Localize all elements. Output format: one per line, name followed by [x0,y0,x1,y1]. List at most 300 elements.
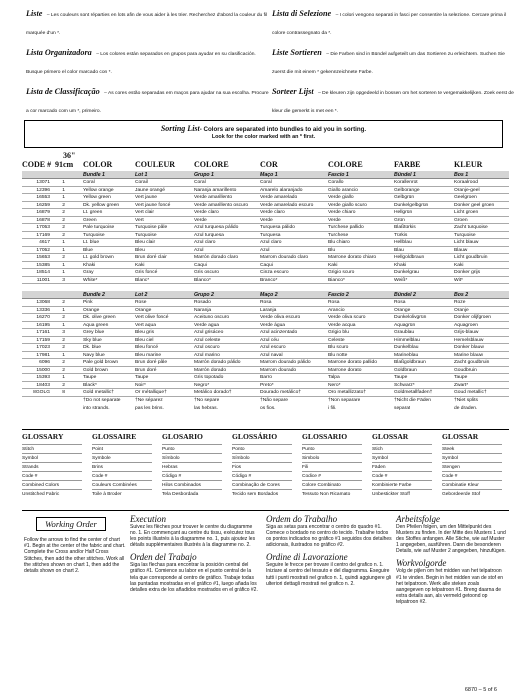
sorting-list-box [24,120,503,148]
table-cell: 17023 [36,345,50,350]
glossary-item: Tecido sem Bordados [232,489,292,498]
table-row [22,344,509,352]
table-cell: Marrón dorado pálido [194,360,241,365]
table-cell: Hemelsblauw [454,337,484,343]
table-row [22,239,509,247]
table-cell: Grigio scuro [328,270,355,275]
note-cell: pas les brins. [135,405,164,411]
table-cell: 2 [62,217,65,223]
table-cell: 2 [62,382,65,388]
table-cell: Nero* [328,382,341,388]
glossary-item: Code # [372,471,432,480]
table-cell: 17161 [36,330,50,335]
glossary-item: Simbolo [302,453,362,462]
bundle-1-header [22,171,509,179]
header-text: – As cores estão separadas em maços para ajudar na sua escolha. Procure a cor marcado com um *, primeiro. [26,91,269,114]
table-cell: Blu chiaro [328,240,350,245]
table-cell: Rosa [260,300,272,305]
table-cell: Roze [454,300,466,305]
table-cell: Azul [194,247,204,253]
glossary-item: Codice # [302,471,362,480]
table-cell: Turquoise [454,232,476,238]
glossary-item: Código # [162,471,222,480]
glossary-column [372,430,432,498]
glossary-column [442,430,502,498]
glossary-item: Punto [302,444,362,453]
table-cell: Lt. gold brown [83,255,114,260]
table-cell: 16879 [36,210,50,215]
table-cell: Pink [83,300,93,305]
table-cell: Gold brown [83,367,109,373]
table-cell: 1 [62,375,65,380]
table-cell: Turquoise pâle [135,225,168,230]
table-cell: Hellgoldbraun [394,255,425,260]
table-cell: Noir* [135,382,146,388]
instruction-title: Arbeitsfolge [396,514,440,524]
table-cell: Blu notte [328,352,348,358]
table-cell: Oranje-geel [454,187,480,193]
glossary-item: Couleurs Combinées [92,480,152,489]
col-cor: COR [260,160,278,169]
table-cell: 2 [62,300,65,305]
table-cell: Dourado metálico† [260,390,302,395]
table-cell: Bianco* [328,277,345,283]
glossary-item: Code # [92,471,152,480]
table-cell: Rose [135,300,147,305]
table-cell: Dunkelgrau [394,270,420,275]
table-cell: Brun doré clair [135,255,167,260]
table-cell: Azul claro [194,240,216,245]
table-cell: Bleu gris [135,330,155,335]
table-row [22,187,509,195]
table-cell: 13068 [36,300,50,305]
table-cell: Blaßtürkis [394,225,416,230]
sorting-line2: Look for the color marked with an * first. [211,134,316,140]
table-cell: 15393 [36,375,50,380]
table-cell: Vert [135,217,144,223]
table-cell: Cinza escuro [260,270,289,275]
glossary-item: Ponto [232,444,292,453]
glossary-column [162,430,222,498]
table-cell: Azul oscuro [194,345,220,350]
table-row [22,247,509,255]
bundle-label: Lot 2 [135,292,148,298]
table-cell: Brun doré [135,367,157,373]
table-note-row [22,405,509,413]
table-cell: 1 [62,322,65,328]
col-color: COLOR [83,160,113,169]
table-cell: Marrón dorado [194,367,227,373]
table-cell: 15385 [36,262,50,268]
glossary-item: Unstitched Fabric [22,489,82,498]
table-note-row [22,397,509,405]
table-cell: Naranja amarillento [194,187,237,193]
header-entry [26,42,272,78]
table-row [22,389,509,397]
glossary-item: Símbolo [232,453,292,462]
table-cell: 3 [62,277,65,283]
table-cell: Amarelo alaranjado [260,187,303,193]
instruction-title: Ordine di Lavorazione [266,552,348,563]
header-text: – I colori vengono separati in fasci per consentire la selezione. Cercare prima il colore contrassegnato da *. [272,13,507,36]
table-cell: 2 [62,202,65,208]
glossary-column [92,430,152,498]
table-cell: Aquagrün [394,322,416,328]
glossary-item: Símbolo [162,453,222,462]
table-row [22,337,509,345]
table-cell: Laranja [260,307,277,313]
table-cell: Bleu ciel [135,337,154,343]
note-cell: separat [394,405,411,411]
table-cell: 17052 [36,247,50,253]
table-row [22,329,509,337]
table-cell: 1 [62,240,65,245]
table-cell: Grey blue [83,330,105,335]
table-cell: Black* [83,382,97,388]
table-cell: 2 [62,210,65,215]
table-row [22,269,509,277]
table-cell: Blaßgoldbraun [394,360,426,365]
table-cell: Lt. blue [83,240,100,245]
glossary-item: Stitch [22,444,82,453]
table-row [22,359,509,367]
glossary-item: Toile à Broder [92,489,152,498]
table-cell: Vert aqua [135,322,156,328]
table-cell: Corail [135,180,148,185]
table-cell: Dk. olive green [83,315,116,320]
color-table [22,148,509,412]
table-cell: Pale turquoise [83,225,115,230]
instruction-text: Suivez les flèches pour trouver le centre du diagramme no. 1. En commençant au centre du tissu, exécutez tous les points illustrés à la diagramme no. 1, puis ajoutez les détails supplémentaires illustrés à la diagramme no. 2. [130,524,256,549]
table-cell: Licht groen [454,210,479,215]
glossary-item: Code # [22,471,82,480]
table-cell: Turquesa pálido [260,225,295,230]
table-cell: Donker geel groen [454,202,495,208]
bundle-label: Bundle 1 [83,172,105,178]
table-cell: Grijs-blauw [454,330,479,335]
sorting-title: Sorting List [160,124,200,133]
table-cell: Taupe [135,375,149,380]
bundle-label: Grupo 1 [194,172,214,178]
table-cell: 17053 [36,225,50,230]
table-cell: 17169 [36,232,50,238]
bundle-label: Fascio 1 [328,172,349,178]
instruction-title: Ordem do Trabalho [266,514,338,524]
table-cell: Aceituno oscuro [194,315,230,320]
note-cell: †Ne séparez [135,398,163,403]
table-cell: Oranje [454,307,469,313]
col-couleur: COULEUR [135,160,176,169]
glossary-item: Point [92,444,152,453]
table-cell: 13336 [36,307,50,313]
header-entry [272,3,518,39]
note-cell: i fili. [328,405,337,411]
table-cell: Korallenrot [394,180,418,185]
table-cell: Zacht turquoise [454,225,488,230]
note-cell: †Não separe [260,398,289,403]
glossary-item: Colore Combinato [302,480,362,489]
bundle-label: Bos 2 [454,292,469,298]
table-cell: Coral [83,180,95,185]
header-text: – Los colores están separados en grupos para ayudar en su clasificación. Busque primero el color marcado con *. [26,52,256,75]
glossary-item: Hilos Combinados [162,480,222,489]
table-cell: Coral [194,180,206,185]
note-cell: †Nicht die Fäden [394,398,431,403]
table-cell: Marrón dorado claro [194,255,239,260]
glossary-item: Kombinierte Farbe [372,480,432,489]
instruction-text: Siga as setas para encontrar o centro do quadro #1. Comece o bordado no centro do tecido. Trabalhe todos os pontos indicados no gráfico #1 seguidos dos detalhes adicionais, ilustrados no gráfico #2. [266,524,392,549]
table-cell: Navy blue [83,352,105,358]
table-cell: Verde chiaro [328,210,356,215]
table-cell: Azul celeste [194,337,221,343]
table-cell: 2 [62,225,65,230]
header-text: – Die Farben sind in Bündel aufgeteilt um das Sortieren zu erleichtern. Suchen Sie zuerst die mit einem * gekennzeichnete Farbe. [272,52,505,75]
yards-label: 36" [63,151,76,160]
table-cell: Khaki [394,262,407,268]
glossary-item: Brins [92,462,152,471]
table-cell: Orange [394,307,411,313]
table-cell: Zwart* [454,382,469,388]
table-cell: 16553 [36,195,50,200]
glossary-item: Punto [162,444,222,453]
header-text: – De kleuren zijn opgedeeld in bossen om het sorteren te vergemakkelijken. Zoek eerst de kleur die gemerkt is met een *. [272,91,514,114]
sorting-title-line [25,125,502,134]
table-cell: Bleu marine [135,352,162,358]
table-cell: Kaki [328,262,338,268]
table-cell: Vert jaune [135,195,158,200]
table-cell: Zacht goudbruin [454,360,490,365]
table-row [22,314,509,322]
instruction-title: Execution [130,514,166,524]
header-entry [272,42,518,78]
table-cell: Caqui [260,262,273,268]
table-cell: 15653 [36,255,50,260]
table-cell: Orange [135,307,152,313]
sorting-line1: - Colors are separated into bundles to aid you in sorting. [199,126,367,133]
header-title: Liste Sortieren [272,48,322,57]
table-cell: Koraalrood [454,180,478,185]
table-cell: 16270 [36,315,50,320]
note-cell: †Non separare [328,398,361,403]
table-cell: Marineblau [394,352,419,358]
bundle-label: Bos 1 [454,172,469,178]
table-cell: Green [83,217,97,223]
table-cell: White* [83,277,98,283]
table-cell: Azul turquesa [194,232,224,238]
glossary-item: Symbol [22,453,82,462]
table-row [22,367,509,375]
table-row [22,299,509,307]
glossary-column [22,430,82,498]
table-cell: Turquesa [260,232,281,238]
glossary-heading: GLOSARIO [162,432,203,441]
table-row [22,209,509,217]
bundle-label: Maço 1 [260,172,278,178]
glossary-heading: GLOSSÁRIO [232,432,278,441]
table-row [22,224,509,232]
table-cell: Yellow orange [83,187,114,193]
bundle-2-rows [22,299,509,397]
table-cell: Jaune orangé [135,187,165,193]
table-cell: 8 [62,390,65,395]
table-cell: Verde acqua [328,322,356,328]
table-cell: Licht goudbruin [454,255,488,260]
bundle-label: Bundle 2 [83,292,105,298]
table-cell: Taupe [83,375,97,380]
table-cell: Arancio [328,307,345,313]
table-cell: 3 [62,330,65,335]
table-cell: Verde amarillento [194,195,233,200]
table-row [22,307,509,315]
table-cell: Goud metallic† [454,390,487,395]
table-cell: Khaki [83,262,96,268]
table-cell: Celeste [328,337,345,343]
table-cell: Naranja [194,307,212,313]
header-title: Sorteer Lijst [272,87,314,96]
table-cell: Grigio blu [328,330,349,335]
glossary-item: Strands [22,462,82,471]
table-cell: Vert jaune foncé [135,202,171,208]
table-cell: Dunkelolivgrün [394,315,427,320]
instruction-title: Orden del Trabajo [130,552,197,563]
table-cell: Gray [83,270,94,275]
table-cell: Vert olive foncé [135,315,169,320]
table-cell: Gris oscuro [194,270,220,275]
col-colore-it: COLORE [328,160,363,169]
table-cell: Azul grisáceo [194,330,224,335]
table-cell: Licht blauw [454,240,479,245]
glossary-item: Hebras [162,462,222,471]
table-cell: 15000 [36,367,50,373]
instruction-text: Den Pfeilen folgen, um den Mittelpunkt des Musters zu finden. In der Mitte des Musters 1 und des Stoffes anfangen. Alle Stiche, wie auf Muster 1 angegeben, ausführen. Dann die besonderen Details, wie auf Muster 2 angegeben, hinzufügen. [396,524,506,555]
instruction-text: Seguire le frecce per trovare il centro del grafico n. 1. Iniziare al centro del tessuto e del diagramma. Eseguire tutti i punti mostrati nel grafico n. 1, quindi aggiungere gli ulteriori dettagli mostrati nel grafico n. 2. [266,562,392,587]
table-cell: Marine blauw [454,352,484,358]
header-title: Lista de Classificação [26,87,100,96]
table-row [22,277,509,285]
table-cell: 6096 [39,360,50,365]
glossary-item: Stich [372,444,432,453]
table-cell: Barro [260,375,272,380]
table-cell: 1 [62,262,65,268]
table-cell: Aqua green [83,322,109,328]
table-cell: Gelbgrün [394,195,415,200]
table-cell: Aquagroen [454,322,478,328]
table-cell: Turchese pallido [328,225,364,230]
glossary-item: Steek [442,444,502,453]
table-cell: Giallo arancio [328,187,358,193]
table-cell: Taupe [454,375,468,380]
table-cell: Azul turquesa pálido [194,225,239,230]
glossary-heading: GLOSSARIO [302,432,348,441]
table-cell: Verde claro [194,210,219,215]
glossary-heading: GLOSSAIRE [92,432,137,441]
glossary-item: Unbestickter Stoff [372,489,432,498]
header-title: Liste [26,9,43,18]
table-cell: Blau [394,247,404,253]
table-cell: Grün [394,217,405,223]
table-cell: 2 [62,315,65,320]
table-cell: Bleu foncé [135,345,159,350]
header-right [272,3,518,120]
glossary-item: Stengen [442,462,502,471]
table-cell: Coral [260,180,272,185]
header-entry [272,81,518,117]
table-cell: Verde amarelado [260,195,298,200]
table-cell: Or métallique† [135,390,167,395]
table-row [22,262,509,270]
table-cell: Donker olijfgroen [454,315,491,320]
col-kleur: KLEUR [454,160,483,169]
bundle-label: Bündel 2 [394,292,416,298]
table-cell: Blu [328,247,336,253]
table-cell: Turchese [328,232,349,238]
table-cell: Kaki [135,262,145,268]
table-row [22,179,509,187]
col-colore: COLORE [194,160,229,169]
table-cell: Corallo [328,180,344,185]
table-cell: Goldmetallfaden† [394,390,433,395]
table-cell: Turquoise [83,232,105,238]
glossary-item: Combinação de Cores [232,480,292,489]
bundle-2-header [22,291,509,299]
note-cell: †Do not separate [83,398,121,403]
glossary-column [232,430,292,498]
glossary-item: Fäden [372,462,432,471]
table-cell: Verde amarillento oscuro [194,202,249,208]
glossary-item: Tessuto Non Ricamato [302,489,362,498]
table-cell: 4617 [39,240,50,245]
table-cell: Türkis [394,232,408,238]
table-row [22,232,509,240]
table-cell: Dunkelgelbgrün [394,202,429,208]
page-footer: 6870 – 5 of 6 [464,687,497,693]
table-cell: 2 [62,232,65,238]
table-cell: Marrom dourado [260,367,297,373]
table-cell: Azul claro [260,240,282,245]
table-cell: Turquoise [135,232,157,238]
glossary-heading: GLOSSAR [372,432,409,441]
table-cell: Weiß* [394,277,408,283]
table-cell: Bleu clair [135,240,156,245]
table-cell: Sky blue [83,337,102,343]
table-row [22,322,509,330]
table-cell: 1 [62,195,65,200]
table-cell: Negro* [194,382,210,388]
header-title: Lista Organizadora [26,48,92,57]
glossary-item: Código # [232,471,292,480]
table-cell: Preto* [260,382,274,388]
note-cell: os fios. [260,405,276,411]
instruction-block [396,514,508,609]
table-cell: Marrone dorato [328,367,362,373]
table-cell: Verde [260,217,273,223]
table-cell: Pale gold brown [83,360,119,365]
table-cell: Vert clair [135,210,155,215]
table-cell: Verde amarelado escuro [260,202,314,208]
table-cell: Azul acinzentado [260,330,298,335]
header-text: – Les couleurs sont réparties en lots afin de vous aider à les trier. Recherchez d'abord la couleur du fil marquée d'un *. [26,13,268,36]
table-cell: 1 [62,307,65,313]
glossary-item: Symbole [92,453,152,462]
table-cell: Caqui [194,262,207,268]
table-cell: Donker blauw [454,345,484,350]
table-cell: Dunkelblau [394,345,419,350]
glossary-item: Symbol [372,453,432,462]
table-cell: Orange [83,307,100,313]
table-cell: Azul escuro [260,345,286,350]
table-row [22,194,509,202]
glossary-item: Fios [232,462,292,471]
